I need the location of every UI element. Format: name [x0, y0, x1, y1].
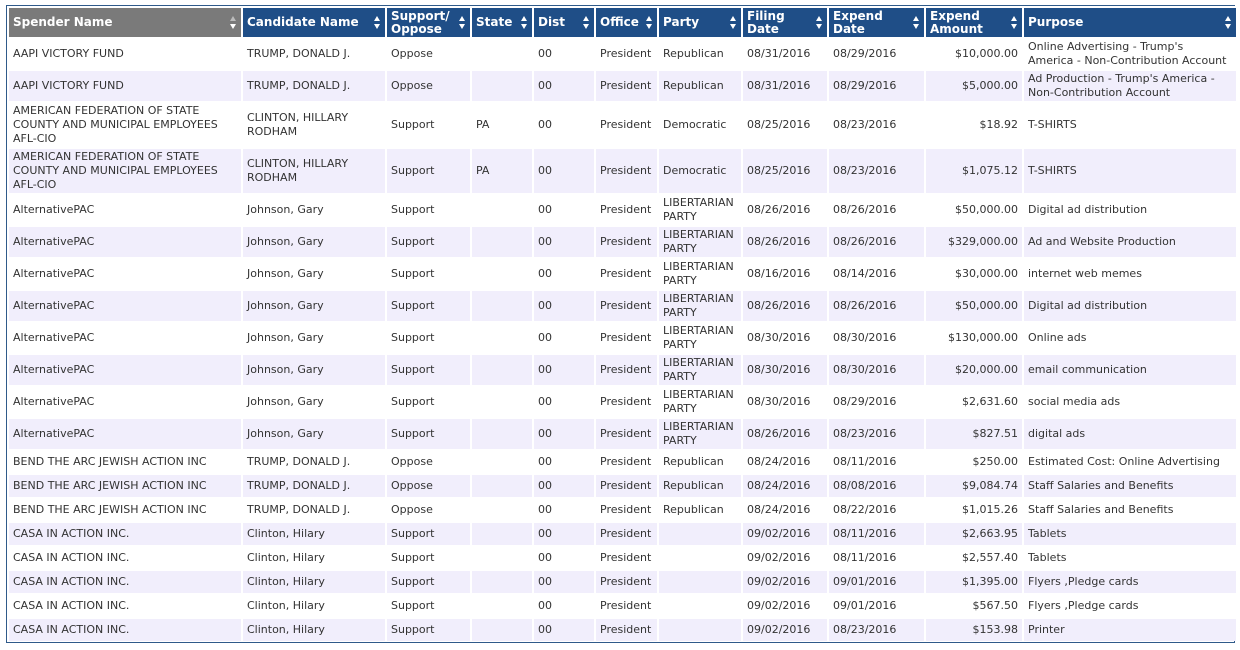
- cell-state: [472, 289, 532, 321]
- cell-state: [472, 617, 532, 641]
- cell-amount: $567.50: [926, 593, 1022, 617]
- cell-office: President: [596, 101, 657, 147]
- cell-purpose: social media ads: [1024, 385, 1236, 417]
- cell-purpose: internet web memes: [1024, 257, 1236, 289]
- cell-office: President: [596, 617, 657, 641]
- cell-office: President: [596, 569, 657, 593]
- cell-filing: 08/25/2016: [743, 147, 827, 193]
- cell-party: LIBERTARIAN PARTY: [659, 321, 741, 353]
- cell-party: Republican: [659, 37, 741, 69]
- cell-dist: 00: [534, 225, 594, 257]
- cell-party: LIBERTARIAN PARTY: [659, 417, 741, 449]
- column-header-label: Party: [663, 15, 700, 29]
- cell-state: [472, 593, 532, 617]
- cell-filing: 08/26/2016: [743, 225, 827, 257]
- cell-support: Oppose: [387, 497, 470, 521]
- table-row: [9, 101, 1236, 147]
- cell-dist: 00: [534, 473, 594, 497]
- column-header-candidate[interactable]: [243, 6, 385, 37]
- cell-filing: 09/02/2016: [743, 617, 827, 641]
- cell-candidate: TRUMP, DONALD J.: [243, 497, 385, 521]
- column-header-label: Support/ Oppose: [391, 8, 450, 36]
- cell-amount: $250.00: [926, 449, 1022, 473]
- cell-purpose: T-SHIRTS: [1024, 101, 1236, 147]
- sort-arrows-icon[interactable]: [583, 16, 590, 30]
- cell-amount: $9,084.74: [926, 473, 1022, 497]
- sort-arrows-icon[interactable]: [913, 16, 920, 30]
- cell-party: Republican: [659, 497, 741, 521]
- column-header-office[interactable]: [596, 6, 657, 37]
- cell-candidate: Clinton, Hilary: [243, 593, 385, 617]
- cell-expend: 09/01/2016: [829, 569, 924, 593]
- table-header-row: [9, 6, 1236, 37]
- cell-candidate: Clinton, Hilary: [243, 521, 385, 545]
- cell-state: [472, 545, 532, 569]
- cell-dist: 00: [534, 617, 594, 641]
- cell-amount: $2,557.40: [926, 545, 1022, 569]
- cell-filing: 08/31/2016: [743, 37, 827, 69]
- column-header-label: Candidate Name: [247, 15, 359, 29]
- cell-purpose: Ad and Website Production: [1024, 225, 1236, 257]
- cell-filing: 08/16/2016: [743, 257, 827, 289]
- column-header-label: Filing Date: [747, 8, 785, 36]
- table-row: [9, 521, 1236, 545]
- table-row: [9, 569, 1236, 593]
- cell-office: President: [596, 225, 657, 257]
- cell-spender: BEND THE ARC JEWISH ACTION INC: [9, 473, 241, 497]
- cell-spender: AAPI VICTORY FUND: [9, 69, 241, 101]
- cell-office: President: [596, 37, 657, 69]
- cell-purpose: Digital ad distribution: [1024, 289, 1236, 321]
- cell-filing: 08/24/2016: [743, 497, 827, 521]
- cell-amount: $153.98: [926, 617, 1022, 641]
- cell-party: Democratic: [659, 101, 741, 147]
- cell-expend: 08/30/2016: [829, 321, 924, 353]
- cell-dist: 00: [534, 545, 594, 569]
- cell-candidate: TRUMP, DONALD J.: [243, 473, 385, 497]
- cell-expend: 08/11/2016: [829, 545, 924, 569]
- cell-support: Oppose: [387, 449, 470, 473]
- cell-expend: 08/14/2016: [829, 257, 924, 289]
- sort-arrows-icon[interactable]: [521, 16, 528, 30]
- cell-amount: $50,000.00: [926, 289, 1022, 321]
- cell-office: President: [596, 321, 657, 353]
- cell-state: PA: [472, 101, 532, 147]
- column-header-party[interactable]: [659, 6, 741, 37]
- cell-filing: 09/02/2016: [743, 569, 827, 593]
- cell-purpose: Staff Salaries and Benefits: [1024, 473, 1236, 497]
- cell-party: [659, 545, 741, 569]
- cell-support: Support: [387, 101, 470, 147]
- cell-purpose: Staff Salaries and Benefits: [1024, 497, 1236, 521]
- cell-purpose: Ad Production - Trump's America - Non-Contribution Account: [1024, 69, 1236, 101]
- cell-state: PA: [472, 147, 532, 193]
- cell-support: Oppose: [387, 69, 470, 101]
- cell-expend: 08/23/2016: [829, 101, 924, 147]
- expenditures-table-frame: [6, 5, 1235, 643]
- column-header-label: Expend Amount: [930, 8, 983, 36]
- cell-filing: 08/24/2016: [743, 473, 827, 497]
- cell-purpose: email communication: [1024, 353, 1236, 385]
- table-row: [9, 473, 1236, 497]
- cell-dist: 00: [534, 497, 594, 521]
- cell-office: President: [596, 385, 657, 417]
- table-row: [9, 545, 1236, 569]
- cell-purpose: Digital ad distribution: [1024, 193, 1236, 225]
- table-row: [9, 289, 1236, 321]
- cell-amount: $20,000.00: [926, 353, 1022, 385]
- cell-dist: 00: [534, 101, 594, 147]
- cell-candidate: TRUMP, DONALD J.: [243, 69, 385, 101]
- cell-office: President: [596, 521, 657, 545]
- cell-spender: CASA IN ACTION INC.: [9, 545, 241, 569]
- column-header-label: Purpose: [1028, 15, 1084, 29]
- cell-filing: 09/02/2016: [743, 521, 827, 545]
- cell-purpose: Flyers ,Pledge cards: [1024, 569, 1236, 593]
- cell-spender: BEND THE ARC JEWISH ACTION INC: [9, 449, 241, 473]
- cell-office: President: [596, 473, 657, 497]
- cell-spender: CASA IN ACTION INC.: [9, 593, 241, 617]
- cell-dist: 00: [534, 147, 594, 193]
- cell-filing: 08/30/2016: [743, 321, 827, 353]
- cell-dist: 00: [534, 521, 594, 545]
- cell-support: Support: [387, 545, 470, 569]
- cell-filing: 08/26/2016: [743, 193, 827, 225]
- cell-candidate: Johnson, Gary: [243, 225, 385, 257]
- cell-expend: 08/08/2016: [829, 473, 924, 497]
- cell-amount: $18.92: [926, 101, 1022, 147]
- cell-candidate: Johnson, Gary: [243, 289, 385, 321]
- cell-expend: 08/22/2016: [829, 497, 924, 521]
- cell-dist: 00: [534, 569, 594, 593]
- column-header-filing[interactable]: [743, 6, 827, 37]
- cell-purpose: Estimated Cost: Online Advertising: [1024, 449, 1236, 473]
- cell-party: LIBERTARIAN PARTY: [659, 353, 741, 385]
- cell-state: [472, 569, 532, 593]
- column-header-expend[interactable]: [829, 6, 924, 37]
- table-row: [9, 147, 1236, 193]
- cell-filing: 08/24/2016: [743, 449, 827, 473]
- table-row: [9, 449, 1236, 473]
- cell-party: Republican: [659, 69, 741, 101]
- cell-office: President: [596, 545, 657, 569]
- table-body: [9, 37, 1236, 641]
- cell-candidate: Clinton, Hilary: [243, 569, 385, 593]
- column-header-label: State: [476, 15, 513, 29]
- cell-party: [659, 593, 741, 617]
- cell-filing: 08/26/2016: [743, 417, 827, 449]
- column-header-label: Dist: [538, 15, 565, 29]
- cell-purpose: Tablets: [1024, 521, 1236, 545]
- table-row: [9, 417, 1236, 449]
- cell-party: Democratic: [659, 147, 741, 193]
- cell-state: [472, 385, 532, 417]
- cell-party: LIBERTARIAN PARTY: [659, 193, 741, 225]
- cell-support: Oppose: [387, 473, 470, 497]
- cell-expend: 08/30/2016: [829, 353, 924, 385]
- cell-state: [472, 497, 532, 521]
- cell-filing: 08/30/2016: [743, 385, 827, 417]
- cell-amount: $130,000.00: [926, 321, 1022, 353]
- cell-spender: AlternativePAC: [9, 321, 241, 353]
- cell-expend: 08/11/2016: [829, 521, 924, 545]
- table-row: [9, 321, 1236, 353]
- cell-support: Support: [387, 289, 470, 321]
- cell-candidate: Johnson, Gary: [243, 353, 385, 385]
- cell-state: [472, 353, 532, 385]
- cell-filing: 09/02/2016: [743, 593, 827, 617]
- cell-office: President: [596, 449, 657, 473]
- cell-office: President: [596, 193, 657, 225]
- cell-candidate: Clinton, Hilary: [243, 617, 385, 641]
- cell-purpose: Tablets: [1024, 545, 1236, 569]
- cell-state: [472, 321, 532, 353]
- cell-amount: $5,000.00: [926, 69, 1022, 101]
- cell-expend: 08/26/2016: [829, 225, 924, 257]
- cell-filing: 08/26/2016: [743, 289, 827, 321]
- cell-spender: BEND THE ARC JEWISH ACTION INC: [9, 497, 241, 521]
- cell-support: Support: [387, 385, 470, 417]
- cell-dist: 00: [534, 69, 594, 101]
- cell-office: President: [596, 593, 657, 617]
- cell-spender: AlternativePAC: [9, 417, 241, 449]
- cell-dist: 00: [534, 449, 594, 473]
- table-row: [9, 225, 1236, 257]
- cell-support: Support: [387, 593, 470, 617]
- column-header-purpose[interactable]: [1024, 6, 1236, 37]
- cell-state: [472, 193, 532, 225]
- cell-expend: 08/11/2016: [829, 449, 924, 473]
- cell-spender: CASA IN ACTION INC.: [9, 521, 241, 545]
- cell-expend: 08/29/2016: [829, 69, 924, 101]
- column-header-amount[interactable]: [926, 6, 1022, 37]
- cell-amount: $1,015.26: [926, 497, 1022, 521]
- sort-arrows-icon[interactable]: [1225, 16, 1232, 30]
- cell-spender: AAPI VICTORY FUND: [9, 37, 241, 69]
- cell-office: President: [596, 417, 657, 449]
- cell-dist: 00: [534, 257, 594, 289]
- cell-dist: 00: [534, 353, 594, 385]
- cell-purpose: Online ads: [1024, 321, 1236, 353]
- cell-party: [659, 521, 741, 545]
- column-header-spender[interactable]: [9, 6, 241, 37]
- cell-party: LIBERTARIAN PARTY: [659, 257, 741, 289]
- sort-arrows-icon[interactable]: [1011, 16, 1018, 30]
- column-header-label: Office: [600, 15, 639, 29]
- column-header-support[interactable]: [387, 6, 470, 37]
- cell-spender: AMERICAN FEDERATION OF STATE COUNTY AND MUNICIPAL EMPLOYEES AFL-CIO: [9, 147, 241, 193]
- cell-purpose: Printer: [1024, 617, 1236, 641]
- cell-support: Support: [387, 257, 470, 289]
- cell-expend: 08/26/2016: [829, 289, 924, 321]
- cell-expend: 08/29/2016: [829, 385, 924, 417]
- table-row: [9, 69, 1236, 101]
- cell-state: [472, 449, 532, 473]
- cell-amount: $329,000.00: [926, 225, 1022, 257]
- cell-party: LIBERTARIAN PARTY: [659, 289, 741, 321]
- cell-expend: 08/29/2016: [829, 37, 924, 69]
- cell-spender: AMERICAN FEDERATION OF STATE COUNTY AND MUNICIPAL EMPLOYEES AFL-CIO: [9, 101, 241, 147]
- sort-arrows-icon[interactable]: [374, 16, 381, 30]
- cell-support: Support: [387, 321, 470, 353]
- cell-spender: AlternativePAC: [9, 289, 241, 321]
- cell-candidate: Johnson, Gary: [243, 193, 385, 225]
- cell-office: President: [596, 257, 657, 289]
- cell-party: LIBERTARIAN PARTY: [659, 225, 741, 257]
- cell-candidate: CLINTON, HILLARY RODHAM: [243, 101, 385, 147]
- cell-party: LIBERTARIAN PARTY: [659, 385, 741, 417]
- expenditures-table: [7, 6, 1238, 641]
- cell-filing: 08/25/2016: [743, 101, 827, 147]
- cell-dist: 00: [534, 37, 594, 69]
- cell-state: [472, 521, 532, 545]
- cell-amount: $1,395.00: [926, 569, 1022, 593]
- cell-party: [659, 569, 741, 593]
- cell-purpose: T-SHIRTS: [1024, 147, 1236, 193]
- cell-spender: AlternativePAC: [9, 225, 241, 257]
- cell-purpose: digital ads: [1024, 417, 1236, 449]
- cell-dist: 00: [534, 593, 594, 617]
- cell-support: Support: [387, 353, 470, 385]
- cell-dist: 00: [534, 321, 594, 353]
- cell-support: Support: [387, 617, 470, 641]
- cell-candidate: Clinton, Hilary: [243, 545, 385, 569]
- table-row: [9, 257, 1236, 289]
- cell-state: [472, 473, 532, 497]
- cell-office: President: [596, 289, 657, 321]
- cell-candidate: Johnson, Gary: [243, 321, 385, 353]
- cell-spender: CASA IN ACTION INC.: [9, 569, 241, 593]
- sort-arrows-icon[interactable]: [816, 16, 823, 30]
- sort-arrows-icon[interactable]: [730, 16, 737, 30]
- cell-support: Support: [387, 193, 470, 225]
- cell-support: Support: [387, 225, 470, 257]
- cell-support: Oppose: [387, 37, 470, 69]
- column-header-label: Spender Name: [13, 15, 113, 29]
- table-row: [9, 193, 1236, 225]
- sort-arrows-icon[interactable]: [646, 16, 653, 30]
- sort-arrows-icon[interactable]: [459, 16, 466, 30]
- cell-support: Support: [387, 417, 470, 449]
- cell-filing: 08/31/2016: [743, 69, 827, 101]
- table-row: [9, 617, 1236, 641]
- cell-dist: 00: [534, 193, 594, 225]
- table-row: [9, 497, 1236, 521]
- cell-purpose: Flyers ,Pledge cards: [1024, 593, 1236, 617]
- cell-state: [472, 417, 532, 449]
- cell-amount: $10,000.00: [926, 37, 1022, 69]
- cell-state: [472, 225, 532, 257]
- cell-dist: 00: [534, 385, 594, 417]
- table-row: [9, 593, 1236, 617]
- cell-candidate: Johnson, Gary: [243, 257, 385, 289]
- cell-candidate: TRUMP, DONALD J.: [243, 37, 385, 69]
- column-header-label: Expend Date: [833, 8, 883, 36]
- cell-dist: 00: [534, 289, 594, 321]
- cell-dist: 00: [534, 417, 594, 449]
- cell-support: Support: [387, 521, 470, 545]
- sort-arrows-icon[interactable]: [230, 16, 237, 30]
- cell-amount: $827.51: [926, 417, 1022, 449]
- cell-spender: AlternativePAC: [9, 193, 241, 225]
- cell-spender: AlternativePAC: [9, 353, 241, 385]
- cell-filing: 09/02/2016: [743, 545, 827, 569]
- cell-candidate: Johnson, Gary: [243, 385, 385, 417]
- cell-office: President: [596, 69, 657, 101]
- table-row: [9, 37, 1236, 69]
- cell-candidate: Johnson, Gary: [243, 417, 385, 449]
- cell-expend: 08/26/2016: [829, 193, 924, 225]
- table-row: [9, 353, 1236, 385]
- cell-spender: AlternativePAC: [9, 257, 241, 289]
- column-header-state[interactable]: [472, 6, 532, 37]
- cell-state: [472, 257, 532, 289]
- cell-candidate: CLINTON, HILLARY RODHAM: [243, 147, 385, 193]
- cell-office: President: [596, 147, 657, 193]
- cell-spender: CASA IN ACTION INC.: [9, 617, 241, 641]
- cell-expend: 08/23/2016: [829, 147, 924, 193]
- cell-expend: 08/23/2016: [829, 617, 924, 641]
- cell-support: Support: [387, 569, 470, 593]
- cell-expend: 08/23/2016: [829, 417, 924, 449]
- cell-amount: $30,000.00: [926, 257, 1022, 289]
- cell-office: President: [596, 353, 657, 385]
- cell-purpose: Online Advertising - Trump's America - Non-Contribution Account: [1024, 37, 1236, 69]
- cell-amount: $2,631.60: [926, 385, 1022, 417]
- cell-filing: 08/30/2016: [743, 353, 827, 385]
- cell-state: [472, 37, 532, 69]
- cell-spender: AlternativePAC: [9, 385, 241, 417]
- cell-party: Republican: [659, 449, 741, 473]
- cell-state: [472, 69, 532, 101]
- cell-expend: 09/01/2016: [829, 593, 924, 617]
- cell-amount: $50,000.00: [926, 193, 1022, 225]
- cell-party: [659, 617, 741, 641]
- cell-office: President: [596, 497, 657, 521]
- table-row: [9, 385, 1236, 417]
- column-header-dist[interactable]: [534, 6, 594, 37]
- cell-candidate: TRUMP, DONALD J.: [243, 449, 385, 473]
- cell-amount: $2,663.95: [926, 521, 1022, 545]
- cell-amount: $1,075.12: [926, 147, 1022, 193]
- cell-party: Republican: [659, 473, 741, 497]
- cell-support: Support: [387, 147, 470, 193]
